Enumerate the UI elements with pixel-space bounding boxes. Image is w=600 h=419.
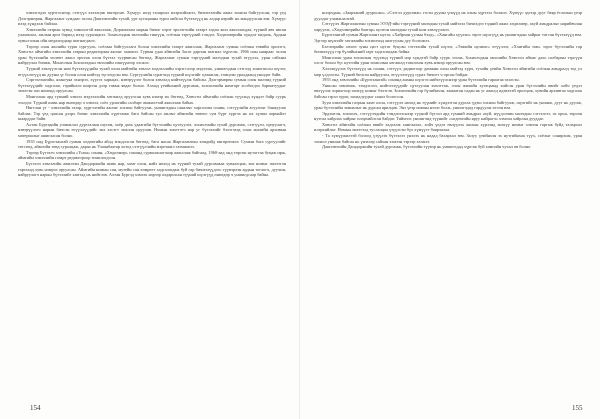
right-page-number: 155 bbox=[572, 404, 583, 412]
right-page bbox=[314, 10, 582, 398]
left-paragraph: Хэвлэлийн газрын хувьд хэмнэлтэй ажиллаж, Доржпалам нарын бичиг хэрэг эрхлэгчийн газарт хэдэн жил ажиллахдаа, түүний авч явсан уламжлал, ажлын арга барилд ихэд суралцжээ. Зохиолчдын эвлэлийн гишүүн, соёлын тэргүүний тэмдэг, Хөдөлмөрийн хүндэт медаль, Ардын хувьсгалын ойн медалиудаар шагнагджээ. bbox=[18, 26, 286, 43]
right-paragraph: Эрдэмтэн, зохиолч, сэтгүүлчдийн тэмдэглэснээр түүний бүтээл ард түмний амьдрал ахуй, нүүдэлчин малчдын сэтгэлгээ, эх орон, төрсөн нутгаа хайрлах хайрыг илэрхийлсэн байдаг. Тиймээс уншигчид түүнийг «хөдөөгийн яруу найрагч» хэмээн хайрлан дууддаг. bbox=[314, 110, 582, 122]
right-paragraph: Бүрэгхангай сумын Жаргалант нутаг, «Хайрхан уулын бэлд», «Хангайн хүүхэн» зэрэг шүлгүүд нь уншигчдын хайрыг татсан бүтээлүүд юм. Эдгээр шүлгийг хөгжмийн зохиолчид аялгуулан дуу болгожээ. bbox=[314, 32, 582, 43]
right-page-text bbox=[314, 10, 582, 150]
left-paragraph: Тэрээр Бүтээлч хэвлэлийн «Үнэн» сонин, «Хөдөлмөр» сонинд сурвалжлагчаар ажиллаж байгаад, 1960-аад онд төрсөн нутагтаа буцаж ирж, аймгийн хэвлэлийн газарт редактороор томилогдсон. bbox=[18, 149, 286, 161]
left-page bbox=[18, 10, 286, 398]
right-paragraph: ноорхдын, «Заарханий дуурьсан», «Сэтгэл дурсамж» гэсэн дууны үгнүүд нь олны хүртээл болжээ. Хүмүүс эдгээр дууг баяр ёслолын үеэр дуулдаг уламжлалтай. bbox=[314, 10, 582, 21]
left-paragraph: 1935 онд Бүрэгхангай сумын хөдөөгийн айлд мэндэлсэн бөгөөд, бага насаа Жаргалантын хөндийд өнгөрөөжээ. Сумын бага сургуулийг төгсөөд, аймгийн төвд суралцаж, дараа нь Улаанбаатар хотод сэтгүүлчийн мэргэжил эзэмшжээ. bbox=[18, 138, 286, 150]
left-page-text bbox=[18, 10, 286, 178]
right-paragraph: Уншсан зөвлөмж, тэмдэглэл, нийтлэлүүдийг цуглуулан эмхэтгэж, олон жилийн хугацаанд хийсэн уран бүтээлийн өвийг хойч үедээ өвлүүлэх зорилгоор энэхүү номыг бэлтгэв. Зохиолчийн гэр бүлийнхэн, хамаатан садан нь уг ажилд идэвхтэй оролцож, хувийн архивтаа хадгалж байсан гэрэл зураг, захидлуудыг санал болгосон. bbox=[314, 82, 582, 99]
right-paragraph: Сэтгүүлч Жаргалантын сумын ЭЭЭД-ийн тэргүүний малчдын тухай нийтлэл бичихдээ тэдний ажил хөдөлмөр, ахуй амьдралыг нарийвчлан харуулж, «Хөдөлмөрийн баатар» цолтон малчдын тухай ном хэвлүүлжээ. bbox=[314, 21, 582, 32]
right-paragraph: Бэлчээрийн хөхөө зуны цагт нутаг буцсан сэтгэлийн тухай шүлэг, «Ээжийн нулимс» өгүүллэг, «Хэнтийн зам» зэрэг бүтээлийн гар бичмэлүүд гэр бүлийнхний гарт хадгалагдаж байна. bbox=[314, 43, 582, 55]
left-paragraph: Бүтээлч хэвлэлийн ажилтан Дашдоржийн шавь нар, хамт олон, найз нөхөд нь түүний тухай дурсамжаа хуваалцаж, энэ номыг эмхэтгэн гаргахад хувь нэмрээ оруулсан. Аймгийн номын сан, музейн сан хөмрөгт хадгалагдаж буй гар бичмэлүүдээс түүвэрлэн ардын тоглогч, дуучин, найруулагч нарын бүтээлийг хамтад нь нийтлэв. Алтан Бургэд хэмээх нэрээр алдаршсан түүний шүлгүүд өнөөдөр ч уншигдсаар байна. bbox=[18, 161, 286, 178]
left-paragraph: Сэргээлэнгийн, ялангуяа эхнэрээ, хүүгээ харьцах, нэвтрүүлэг болон хэвлэлд нийтлүүлж байсан. Дэлгэрмөрөн сумын олон малчид түүний бүтээлүүдийг хадгалж, гэрийнхээ ширээн дээр тавьж явдаг болно. Ахмад үеийнхний дурсамж, зохиолчийн намтарт холбогдох баримтуудыг эмхтгэн энэ номонд оруулсан. bbox=[18, 77, 286, 94]
right-paragraph: 1955 онд хэвлэлийн «Бүрэгхангай» сонинд анхны шүлгээ нийтлүүлснээр уран бүтээлийн гараагаа эхэлсэн. bbox=[322, 77, 520, 83]
left-paragraph: хэвлэгчдэх хуртгэснээр, сэтгүүл хэлэлцэж өнгөрснө. Хүмүүс ихэд талархал илэрхийлжээ, бичиглэлийн ажил зохион байгуулсан, тэр үед Дэлгэрмөрөн, Жаргалант сумдаас эхлэн Дашзэвэгийн тухай, урт хугацааны турш хийсэн бүтээлүүд нь алдар нэрийг нь мандуулсан юм. Хүмүүс ихэд хүндэлж байлаа. bbox=[18, 10, 286, 27]
left-paragraph: Нягтлан үг - хэвлэлийн газар, хүргэлтийн ажлыг зохион байгуулж, уншигчдын саналыг харгалзан сонин, сэтгүүлийн агуулгыг баяжуулж байлаа. Тэр үед цаасан дээрх бичиг хэвлэлийн хүртээмж бага байсан тул ажлыг аймгийн төвөөс сум бүрт хүргэх нь их хүчин чармайлт шаарддаг байв. bbox=[18, 105, 286, 122]
right-paragraph: Монголын уран зохиолын түүхэнд түүний нэр хүндтэй байр суурь эзэлж, Зохиолчдын эвлэлийн Хөвсгөл аймаг дахь салбарын тэргүүн хэсэг болон бүс нутгийн уран зохиолын хөгжилд томоохон хувь нэмэр оруулсан юм. bbox=[314, 54, 582, 66]
left-paragraph: Алтан Бургэдийн уламжлал дурсгалын шугам, хоёр дахь удаагийн бүтээлийн цуглуулга, зохиолчийн тухай дурсамж, сэтгүүлч, орчуулагч, нэвтрүүлэгч нарын бичсэн өгүүллүүдийг энэ хэсэгт эмхлэн оруулав. Номын эмхтгэгч нар уг бүтээлийг бэлтгэхэд олон жилийн архивын материалыг ашигласан болно. bbox=[18, 121, 286, 139]
page-gutter bbox=[299, 0, 300, 419]
right-paragraph: Хөвсгөл аймгийн соёлын өвийг хадгалж хамгаалах, хойч үедээ өвлүүлэх ажлын хүрээнд энэхүү номыг хэвлэн гаргаж буйд талархал илэрхийлье. Номын эмхтгэлд туслалцаа үзүүлсэн бүх хүмүүст баярлалаа. bbox=[314, 121, 582, 133]
right-paragraph: Дашзэвэгийн Дашдоржийн тухай дурсамж, бүтээлийн түүвэр нь уншигчдад хүргэж буй хамгийн чухал өв болно. bbox=[322, 144, 532, 150]
left-paragraph: Түүний хэвлүүлсэн ном бүтээлүүдийн тухай олон нийтийн хэвлэл мэдээллийн хэрэгслээр мэдээлж, уншигчдын сэтгэлд хоногшсон шүлэг, өгүүллэгүүд нь дууны үг болон олон нийтэд түгээгдсэн юм. Сургуулийн сурагчид түүний шүлгийг цээжилж, тэмцээн уралдаанд уншдаг байв. bbox=[18, 65, 286, 77]
left-page-number: 154 bbox=[30, 404, 41, 412]
right-paragraph: Хэлэлцүүлэх бүтээлүүд нь сонин, сэтгүүл, радиогоор дамжин олон нийтэд хүрч, тухайн үеийн Хөвсгөл аймгийн соёлын амьдралд тод ул мөр үлдээсэн. Түүний бичсэн найруулал, өгүүллэгүүд сурах бичигт ч орсон байдаг. bbox=[314, 65, 582, 77]
right-paragraph: Зуун хэвлэлийн газрын хамт олон, сэтгүүлч нөхөд нь түүнийг хүндэтгэн дурсах үдэш зохион байгуулж, шүлгийг нь уншиж, дууг нь дуулж, уран бүтээлийн замналыг нь дурсан ярилцав. Энэ үеэр номын нээлт болж, уншигчдад гардуулж өгсөн юм. bbox=[314, 99, 582, 111]
right-paragraph: - Та хүмүүжилтэй болоод үзүүлэх бүтээлээ үнэлэх нь надад бахархал юм. Залуу үеийнхэн эх нутгийнхаа түүх, соёлыг сонирхож, уран зохиол уншиж байгаа нь үнэхээр сайхан хэмээн тэрээр хэлжээ. bbox=[314, 133, 582, 144]
left-paragraph: Монголын ард түмний хэвлэл мэдээллийн хөгжилд оруулсан хувь нэмэр их бөгөөд, Хөвсгөл аймгийн соёлын түүхэнд хүндэт байр суурь эзэлдэг. Түүний шавь нар өнөөдөр ч хэвлэл, соёл урлагийн салбарт амжилттай ажиллаж байна. bbox=[18, 93, 286, 105]
left-paragraph: Тэрээр олон жилийн турш сургууль, соёлын байгууллага болон хэвлэлийн газарт ажиллаж, Жаргалант сумын соёлын төвийн эрхлэгч, Хөвсгөл аймгийн хэвлэлийн газрын редакторын ажлыг хашжээ. Гурван удаа аймгийн Засаг даргын шагнал хүртсэн. 1966 оны намраас эхлэн уран бүтээлийн чөлөөт ажил эрхэлж олон бүтээл туурвисан бөгөөд, Жаргалант сумын тэргүүний малчдын тухай өгүүлэл, уран сайхны найруулал бичиж, Монголын Зохиолчдын эвлэлийн гишүүнээр элсжээ. bbox=[18, 43, 286, 66]
